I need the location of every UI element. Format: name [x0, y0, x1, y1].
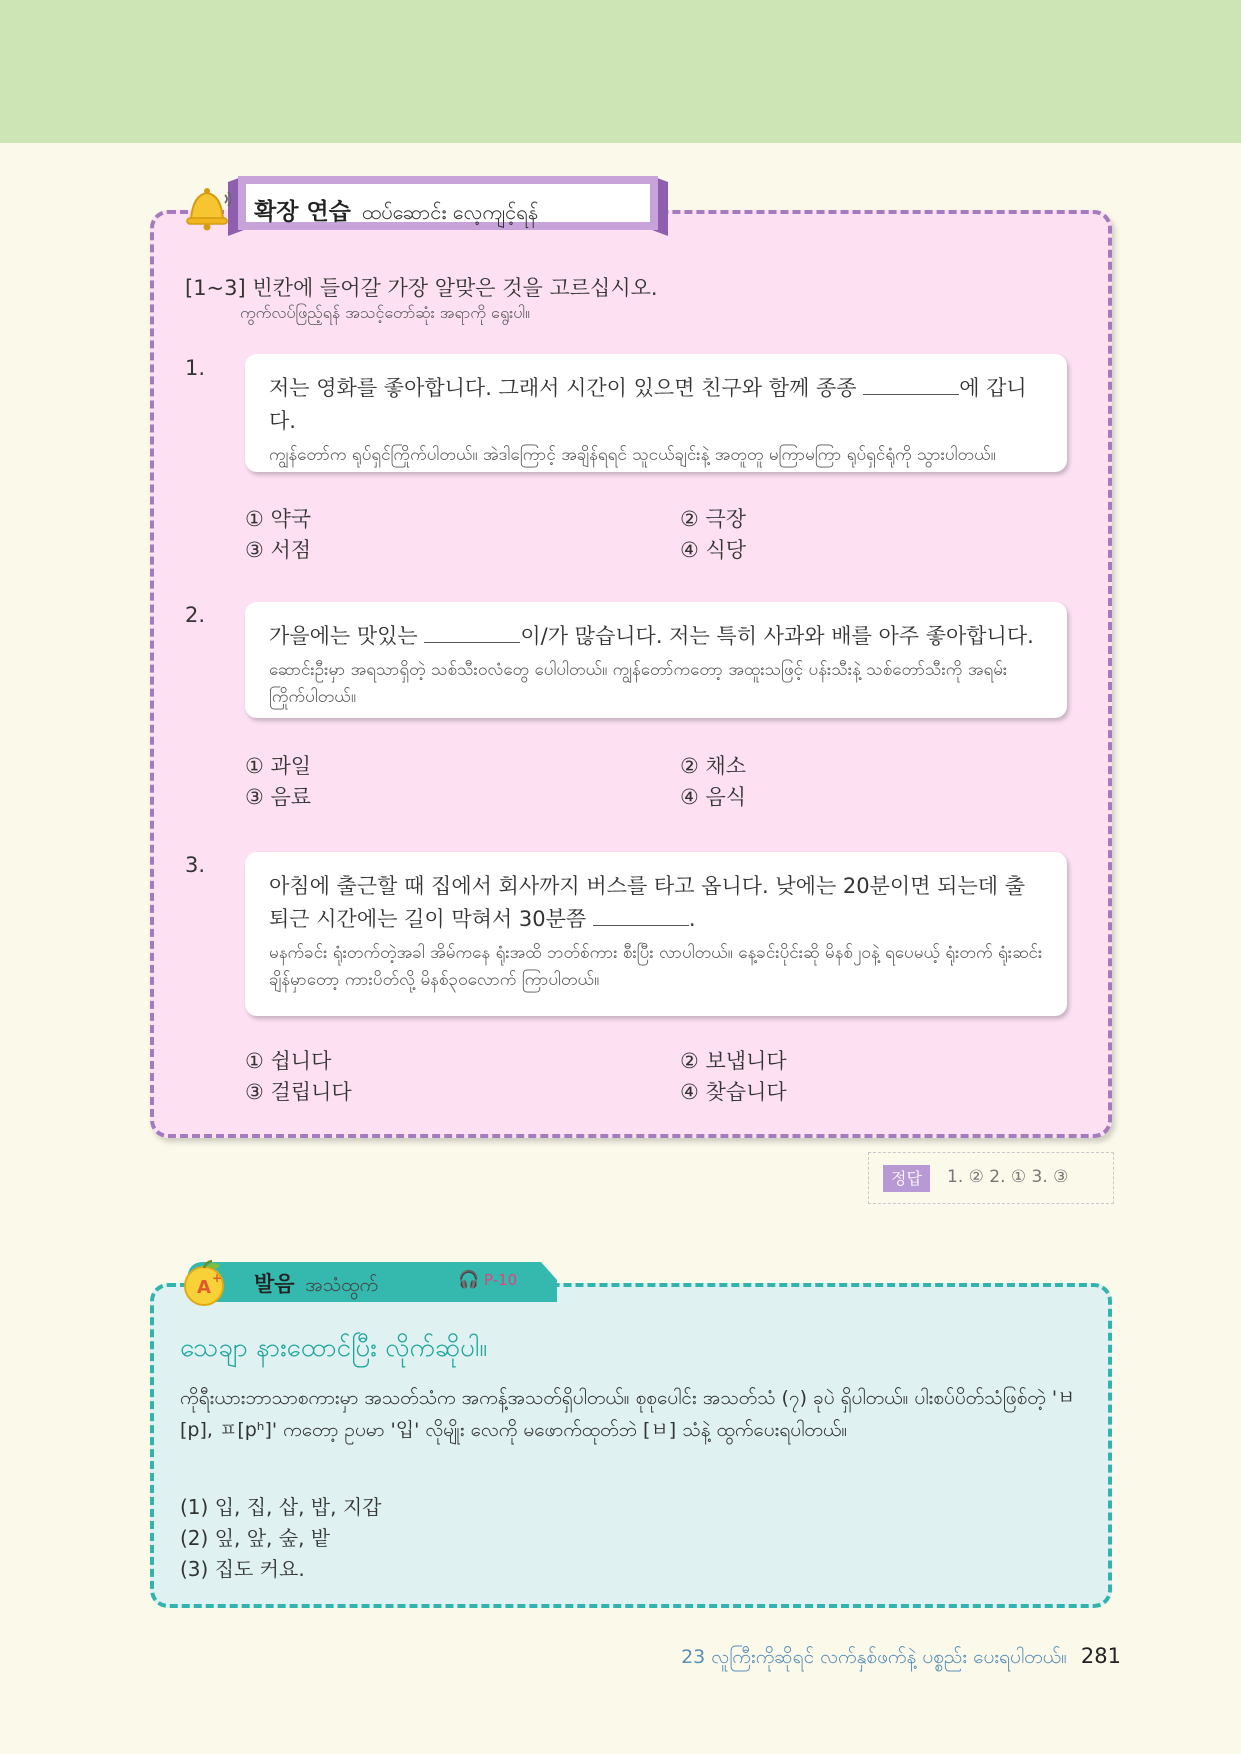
- question-number: 3.: [185, 853, 206, 877]
- question-text-ko: [269, 870, 1043, 936]
- question-text-after: 에 갑니다.: [269, 376, 1027, 433]
- option-1[interactable]: ① 과일: [245, 754, 312, 778]
- audio-track-label: P-10: [483, 1271, 518, 1289]
- instruction-ko: [1~3] 빈칸에 들어갈 가장 알맞은 것을 고르십시오.: [185, 276, 658, 300]
- option-1[interactable]: ① 약국: [245, 507, 312, 531]
- pronunciation-example: (2) 잎, 앞, 숲, 밭: [180, 1526, 331, 1550]
- question-text-before: 가을에는 맛있는: [269, 624, 425, 648]
- pronunciation-label: [254, 1268, 378, 1301]
- headphones-icon: 🎧: [458, 1270, 480, 1290]
- header-band: [0, 0, 1241, 143]
- question-card: [245, 354, 1067, 472]
- answer-label: 정답: [883, 1165, 930, 1192]
- pronunciation-body: ကိုရီးယားဘာသာစကားမှာ အသတ်သံက အကန့်အသတ်ရှိပါတယ်။ စုစုပေါင်း အသတ်သံ (၇) ခုပဲ ရှိပါတယ်။ ပါးစပ်ပိတ်သံဖြစ်တဲ့ 'ㅂ[p], ㅍ[pʰ]' ကတော့ ဥပမာ '입' လိုမျိုး လေကို မဖောက်ထုတ်ဘဲ [ㅂ] သံနဲ့ ထွက်ပေးရပါတယ်။: [180, 1387, 1076, 1441]
- practice-title: [254, 193, 538, 229]
- question-text-before: 저는 영화를 좋아합니다. 그래서 시간이 있으면 친구와 함께 종종: [269, 376, 864, 400]
- question-text-ko: [269, 620, 1043, 653]
- pronunciation-label-my: အသံထွက်: [305, 1274, 379, 1296]
- option-4[interactable]: ④ 식당: [680, 538, 747, 562]
- question-number: 1.: [185, 356, 206, 380]
- bell-icon: [183, 185, 231, 231]
- option-2[interactable]: ② 보냅니다: [680, 1049, 787, 1073]
- question-text-ko: [269, 372, 1043, 438]
- question-number: 2.: [185, 603, 206, 627]
- question-text-my: မနက်ခင်း ရုံးတက်တဲ့အခါ အိမ်ကနေ ရုံးအထိ ဘတ်စ်ကား စီးပြီး လာပါတယ်။ နေ့ခင်းပိုင်းဆို မိနစ်၂၀နဲ့ ရပေမယ့် ရုံးတက် ရုံးဆင်းချိန်မှာတော့ ကားပိတ်လို့ မိနစ်၃၀လောက် ကြာပါတယ်။: [269, 943, 1043, 990]
- question-text-my: ကျွန်တော်က ရုပ်ရှင်ကြိုက်ပါတယ်။ အဲဒါကြောင့် အချိန်ရရင် သူငယ်ချင်းနဲ့ အတူတူ မကြာမကြာ ရုပ်ရှင်ရုံကို သွားပါတယ်။: [269, 445, 996, 465]
- svg-text:A: A: [197, 1277, 211, 1298]
- option-2[interactable]: ② 극장: [680, 507, 747, 531]
- apple-a-plus-icon: [180, 1258, 230, 1308]
- option-3[interactable]: ③ 음료: [245, 785, 312, 809]
- option-3[interactable]: ③ 서점: [245, 538, 312, 562]
- pronunciation-example: (3) 집도 커요.: [180, 1557, 305, 1581]
- page-footer: [681, 1644, 1121, 1673]
- question-card: [245, 602, 1067, 718]
- question-text-before: 아침에 출근할 때 집에서 회사까지 버스를 타고 옵니다. 낮에는 20분이면 되는데 출퇴근 시간에는 길이 막혀서 30분쯤: [269, 874, 1025, 931]
- practice-title-my: ထပ်ဆောင်း လေ့ကျင့်ရန်: [361, 200, 539, 224]
- practice-title-ko: 확장 연습: [254, 199, 351, 225]
- instruction-my: ကွက်လပ်ဖြည့်ရန် အသင့်တော်ဆုံး အရာကို ရွေးပါ။: [240, 303, 530, 322]
- svg-text:+: +: [211, 1271, 223, 1285]
- blank-line: [863, 374, 959, 395]
- option-1[interactable]: ① 쉽니다: [245, 1049, 332, 1073]
- audio-track[interactable]: [458, 1270, 517, 1290]
- page-number: 281: [1080, 1644, 1121, 1668]
- question-text-after: .: [688, 907, 696, 931]
- chapter-title: 23 လူကြီးကိုဆိုရင် လက်နှစ်ဖက်နဲ့ ပစ္စည်း ပေးရပါတယ်။: [681, 1646, 1067, 1668]
- answer-box: [868, 1152, 1114, 1204]
- option-4[interactable]: ④ 음식: [680, 785, 747, 809]
- question-text-after: 이/가 많습니다. 저는 특히 사과와 배를 아주 좋아합니다.: [520, 624, 1034, 648]
- pronunciation-label-ko: 발음: [254, 1272, 295, 1296]
- answer-text: 1. ② 2. ① 3. ③: [947, 1167, 1069, 1187]
- option-4[interactable]: ④ 찾습니다: [680, 1080, 787, 1104]
- question-text-my: ဆောင်းဦးမှာ အရသာရှိတဲ့ သစ်သီးဝလံတွေ ပေါပါတယ်။ ကျွန်တော်ကတော့ အထူးသဖြင့် ပန်းသီးနဲ့ သစ်တော်သီးကို အရမ်း ကြိုက်ပါတယ်။: [269, 660, 1008, 707]
- pronunciation-title: သေချာ နားထောင်ပြီး လိုက်ဆိုပါ။: [180, 1333, 488, 1363]
- question-card: [245, 852, 1067, 1016]
- option-3[interactable]: ③ 걸립니다: [245, 1080, 352, 1104]
- option-2[interactable]: ② 채소: [680, 754, 747, 778]
- blank-line: [424, 622, 520, 643]
- blank-line: [593, 905, 689, 926]
- pronunciation-example: (1) 입, 집, 삽, 밥, 지갑: [180, 1495, 382, 1519]
